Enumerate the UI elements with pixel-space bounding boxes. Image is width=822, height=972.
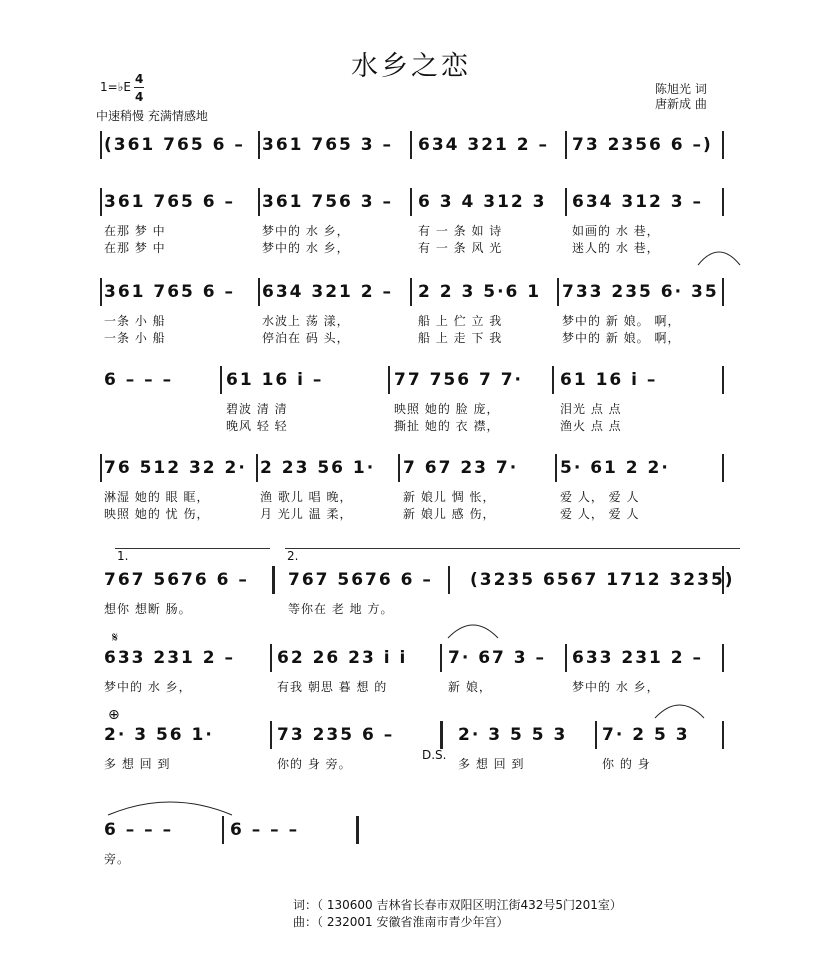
lyricist-credit: 陈旭光 词 bbox=[655, 82, 707, 96]
bar-line bbox=[565, 131, 567, 159]
key-signature: 1=♭E bbox=[100, 80, 131, 94]
measure-notes: 634 312 3 – bbox=[572, 192, 704, 212]
lyric-text: 月 光儿 温 柔， bbox=[260, 507, 353, 521]
measure-notes: 76 512 32 2· bbox=[104, 458, 247, 478]
measure-notes: 73 2356 6 –) bbox=[572, 135, 713, 155]
measure-notes: 77 756 7 7· bbox=[394, 370, 524, 390]
lyric-text: 多 想 回 到 bbox=[458, 757, 525, 771]
tie-arc bbox=[698, 252, 740, 265]
lyric-text: 梦中的 新 娘。 啊， bbox=[562, 314, 681, 328]
lyric-text: 在那 梦 中 bbox=[104, 241, 166, 255]
bar-line bbox=[565, 644, 567, 672]
bar-line bbox=[722, 454, 724, 482]
bar-line bbox=[722, 131, 724, 159]
bar-line bbox=[388, 366, 390, 394]
lyric-text: 渔火 点 点 bbox=[560, 419, 622, 433]
bar-line bbox=[100, 454, 102, 482]
measure-notes: 361 765 3 – bbox=[262, 135, 394, 155]
lyric-text: 迷人的 水 巷， bbox=[572, 241, 660, 255]
lyric-text: 船 上 走 下 我 bbox=[418, 331, 503, 345]
measure-notes: 7· 2 5 3 bbox=[602, 725, 690, 745]
lyric-text: 有我 朝思 暮 想 的 bbox=[277, 680, 388, 694]
bar-line bbox=[440, 644, 442, 672]
bar-line bbox=[220, 366, 222, 394]
measure-notes: 634 321 2 – bbox=[418, 135, 550, 155]
bar-line bbox=[722, 188, 724, 216]
lyric-text: 如画的 水 巷， bbox=[572, 224, 660, 238]
lyric-text: 映照 她的 脸 庞， bbox=[394, 402, 500, 416]
measure-notes: 633 231 2 – bbox=[104, 648, 236, 668]
bar-line bbox=[398, 454, 400, 482]
bar-line bbox=[552, 366, 554, 394]
lyric-text: 船 上 伫 立 我 bbox=[418, 314, 503, 328]
volta-line-1 bbox=[115, 548, 270, 549]
bar-line bbox=[722, 644, 724, 672]
measure-notes: 634 321 2 – bbox=[262, 282, 394, 302]
tie-arc bbox=[655, 705, 704, 718]
lyric-text: 水波上 荡 漾， bbox=[262, 314, 350, 328]
measure-notes: (3235 6567 1712 3235) bbox=[470, 570, 735, 590]
bar-line bbox=[270, 721, 272, 749]
measure-notes: 6 – – – bbox=[104, 370, 174, 390]
measure-notes: 2 2 3 5·6 1 bbox=[418, 282, 542, 302]
bar-line bbox=[595, 721, 597, 749]
volta-line-2 bbox=[285, 548, 740, 549]
measure-notes: 2· 3 56 1· bbox=[104, 725, 214, 745]
lyric-text: 你 的 身 bbox=[602, 757, 651, 771]
lyric-text: 有 一 条 如 诗 bbox=[418, 224, 503, 238]
volta-1-label: 1. bbox=[117, 549, 129, 563]
bar-line bbox=[410, 131, 412, 159]
lyric-text: 梦中的 新 娘。 啊， bbox=[562, 331, 681, 345]
lyric-text: 在那 梦 中 bbox=[104, 224, 166, 238]
measure-notes: 6 – – – bbox=[104, 820, 174, 840]
bar-line bbox=[100, 278, 102, 306]
lyric-text: 有 一 条 风 光 bbox=[418, 241, 503, 255]
lyric-text: 撕扯 她的 衣 襟， bbox=[394, 419, 500, 433]
lyricist-address: 词：（ 130600 吉林省长春市双阳区明江街432号5门201室） bbox=[293, 898, 622, 912]
measure-notes: 361 756 3 – bbox=[262, 192, 394, 212]
time-sig-bottom: 4 bbox=[135, 90, 144, 104]
lyric-text: 映照 她的 忧 伤， bbox=[104, 507, 210, 521]
volta-2-label: 2. bbox=[287, 549, 299, 563]
measure-notes: (361 765 6 – bbox=[104, 135, 245, 155]
bar-line bbox=[722, 278, 724, 306]
bar-line bbox=[565, 188, 567, 216]
time-sig-line bbox=[134, 87, 144, 88]
lyric-text: 你的 身 旁。 bbox=[277, 757, 352, 771]
lyric-text: 晚风 轻 轻 bbox=[226, 419, 288, 433]
song-title: 水乡之恋 bbox=[351, 51, 471, 82]
lyric-text: 碧波 清 清 bbox=[226, 402, 288, 416]
measure-notes: 767 5676 6 – bbox=[288, 570, 433, 590]
ds-marking: D.S. bbox=[422, 748, 447, 762]
composer-address: 曲：（ 232001 安徽省淮南市青少年宫） bbox=[293, 915, 509, 929]
bar-line bbox=[555, 454, 557, 482]
bar-line bbox=[557, 278, 559, 306]
lyric-text: 梦中的 水 乡， bbox=[262, 224, 350, 238]
measure-notes: 733 235 6· 35 bbox=[562, 282, 719, 302]
measure-notes: 62 26 23 i i bbox=[277, 648, 408, 668]
lyric-text: 渔 歌儿 唱 晚， bbox=[260, 490, 353, 504]
measure-notes: 767 5676 6 – bbox=[104, 570, 249, 590]
lyric-text: 新 娘儿 惆 怅， bbox=[403, 490, 496, 504]
bar-line bbox=[356, 816, 359, 844]
measure-notes: 6 3 4 312 3 bbox=[418, 192, 547, 212]
measure-notes: 361 765 6 – bbox=[104, 192, 236, 212]
measure-notes: 2 23 56 1· bbox=[260, 458, 376, 478]
bar-line bbox=[258, 278, 260, 306]
lyric-text: 旁。 bbox=[104, 852, 131, 866]
lyric-text: 停泊在 码 头， bbox=[262, 331, 350, 345]
lyric-text: 新 娘， bbox=[448, 680, 492, 694]
lyric-text: 多 想 回 到 bbox=[104, 757, 171, 771]
segno-sign: 𝄋 bbox=[112, 630, 119, 646]
bar-line bbox=[256, 454, 258, 482]
bar-line bbox=[440, 721, 443, 749]
bar-line bbox=[270, 644, 272, 672]
measure-notes: 5· 61 2 2· bbox=[560, 458, 670, 478]
bar-line bbox=[448, 566, 450, 594]
lyric-text: 想你 想断 肠。 bbox=[104, 602, 192, 616]
lyric-text: 梦中的 水 乡， bbox=[572, 680, 660, 694]
tie-arc bbox=[108, 802, 232, 815]
time-sig-top: 4 bbox=[135, 72, 144, 86]
composer-credit: 唐新成 曲 bbox=[655, 97, 707, 111]
lyric-text: 梦中的 水 乡， bbox=[104, 680, 192, 694]
measure-notes: 7 67 23 7· bbox=[403, 458, 519, 478]
measure-notes: 7· 67 3 – bbox=[448, 648, 547, 668]
lyric-text: 梦中的 水 乡， bbox=[262, 241, 350, 255]
bar-line bbox=[272, 566, 275, 594]
lyric-text: 等你在 老 地 方。 bbox=[288, 602, 394, 616]
bar-line bbox=[258, 188, 260, 216]
lyric-text: 一条 小 船 bbox=[104, 331, 166, 345]
measure-notes: 6 – – – bbox=[230, 820, 300, 840]
bar-line bbox=[100, 131, 102, 159]
measure-notes: 633 231 2 – bbox=[572, 648, 704, 668]
lyric-text: 淋湿 她的 眼 眶， bbox=[104, 490, 210, 504]
bar-line bbox=[410, 188, 412, 216]
coda-sign: ⊕ bbox=[108, 707, 120, 723]
bar-line bbox=[100, 188, 102, 216]
bar-line bbox=[258, 131, 260, 159]
lyric-text: 爱 人， 爱 人 bbox=[560, 490, 640, 504]
measure-notes: 61 16 i – bbox=[226, 370, 324, 390]
bar-line bbox=[222, 816, 224, 844]
bar-line bbox=[722, 721, 724, 749]
measure-notes: 61 16 i – bbox=[560, 370, 658, 390]
lyric-text: 泪光 点 点 bbox=[560, 402, 622, 416]
measure-notes: 73 235 6 – bbox=[277, 725, 395, 745]
lyric-text: 一条 小 船 bbox=[104, 314, 166, 328]
lyric-text: 爱 人， 爱 人 bbox=[560, 507, 640, 521]
tempo-marking: 中速稍慢 充满情感地 bbox=[96, 109, 208, 123]
bar-line bbox=[410, 278, 412, 306]
bar-line bbox=[722, 366, 724, 394]
lyric-text: 新 娘儿 感 伤， bbox=[403, 507, 496, 521]
tie-arc bbox=[448, 625, 498, 638]
measure-notes: 361 765 6 – bbox=[104, 282, 236, 302]
measure-notes: 2· 3 5 5 3 bbox=[458, 725, 568, 745]
